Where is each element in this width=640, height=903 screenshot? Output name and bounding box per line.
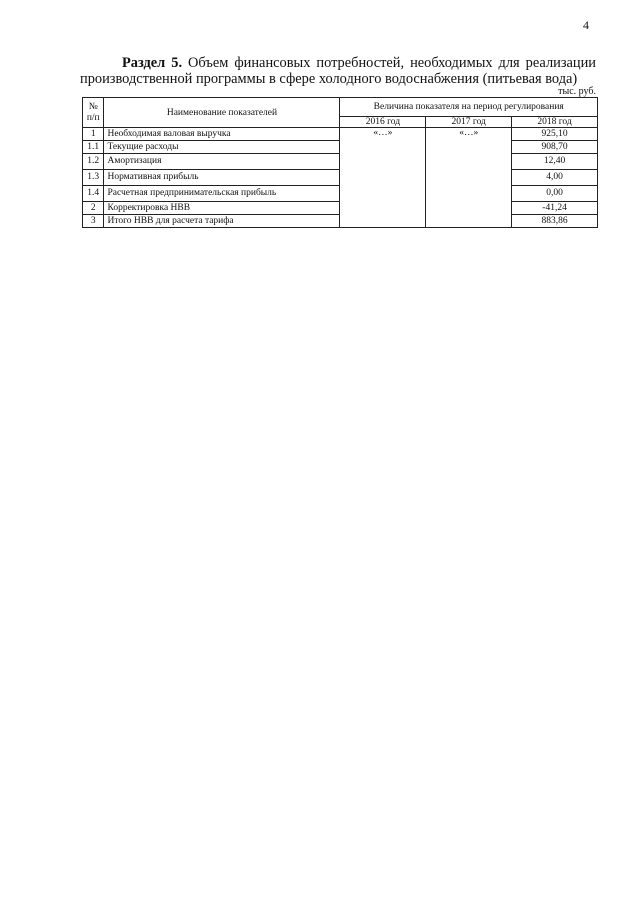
header-name: Наименование показателей xyxy=(104,98,340,128)
row-value-2018: 908,70 xyxy=(512,141,598,154)
row-num: 1.2 xyxy=(83,154,104,170)
row-name: Необходимая валовая выручка xyxy=(104,128,340,141)
header-year-2016: 2016 год xyxy=(340,117,426,128)
header-period: Величина показателя на период регулирования xyxy=(340,98,598,117)
row-num: 3 xyxy=(83,215,104,228)
table-row xyxy=(83,128,598,141)
row-value-2018: -41,24 xyxy=(512,202,598,215)
financial-needs-table xyxy=(82,97,598,228)
row-name: Расчетная предпринимательская прибыль xyxy=(104,186,340,202)
section-title-lead: Раздел 5. xyxy=(122,55,183,71)
header-num: № п/п xyxy=(83,98,104,128)
row-name: Амортизация xyxy=(104,154,340,170)
row-num: 1.3 xyxy=(83,170,104,186)
section-title-text: Объем финансовых потребностей, необходимых для реализации производственной программы в сфере холодного водоснабжения (питьевая вода) xyxy=(80,55,597,87)
row-num: 2 xyxy=(83,202,104,215)
header-year-2018: 2018 год xyxy=(512,117,598,128)
section-title xyxy=(80,55,596,87)
row-name: Итого НВВ для расчета тарифа xyxy=(104,215,340,228)
value-2017-placeholder: «…» xyxy=(426,128,512,228)
row-value-2018: 0,00 xyxy=(512,186,598,202)
page-number: 4 xyxy=(583,18,589,32)
row-value-2018: 883,86 xyxy=(512,215,598,228)
row-name: Корректировка НВВ xyxy=(104,202,340,215)
row-value-2018: 4,00 xyxy=(512,170,598,186)
table-header-row xyxy=(83,98,598,117)
row-num: 1 xyxy=(83,128,104,141)
row-name: Текущие расходы xyxy=(104,141,340,154)
row-num: 1.4 xyxy=(83,186,104,202)
units-label: тыс. руб. xyxy=(558,86,596,97)
row-value-2018: 12,40 xyxy=(512,154,598,170)
row-name: Нормативная прибыль xyxy=(104,170,340,186)
row-value-2018: 925,10 xyxy=(512,128,598,141)
value-2016-placeholder: «…» xyxy=(340,128,426,228)
row-num: 1.1 xyxy=(83,141,104,154)
header-year-2017: 2017 год xyxy=(426,117,512,128)
